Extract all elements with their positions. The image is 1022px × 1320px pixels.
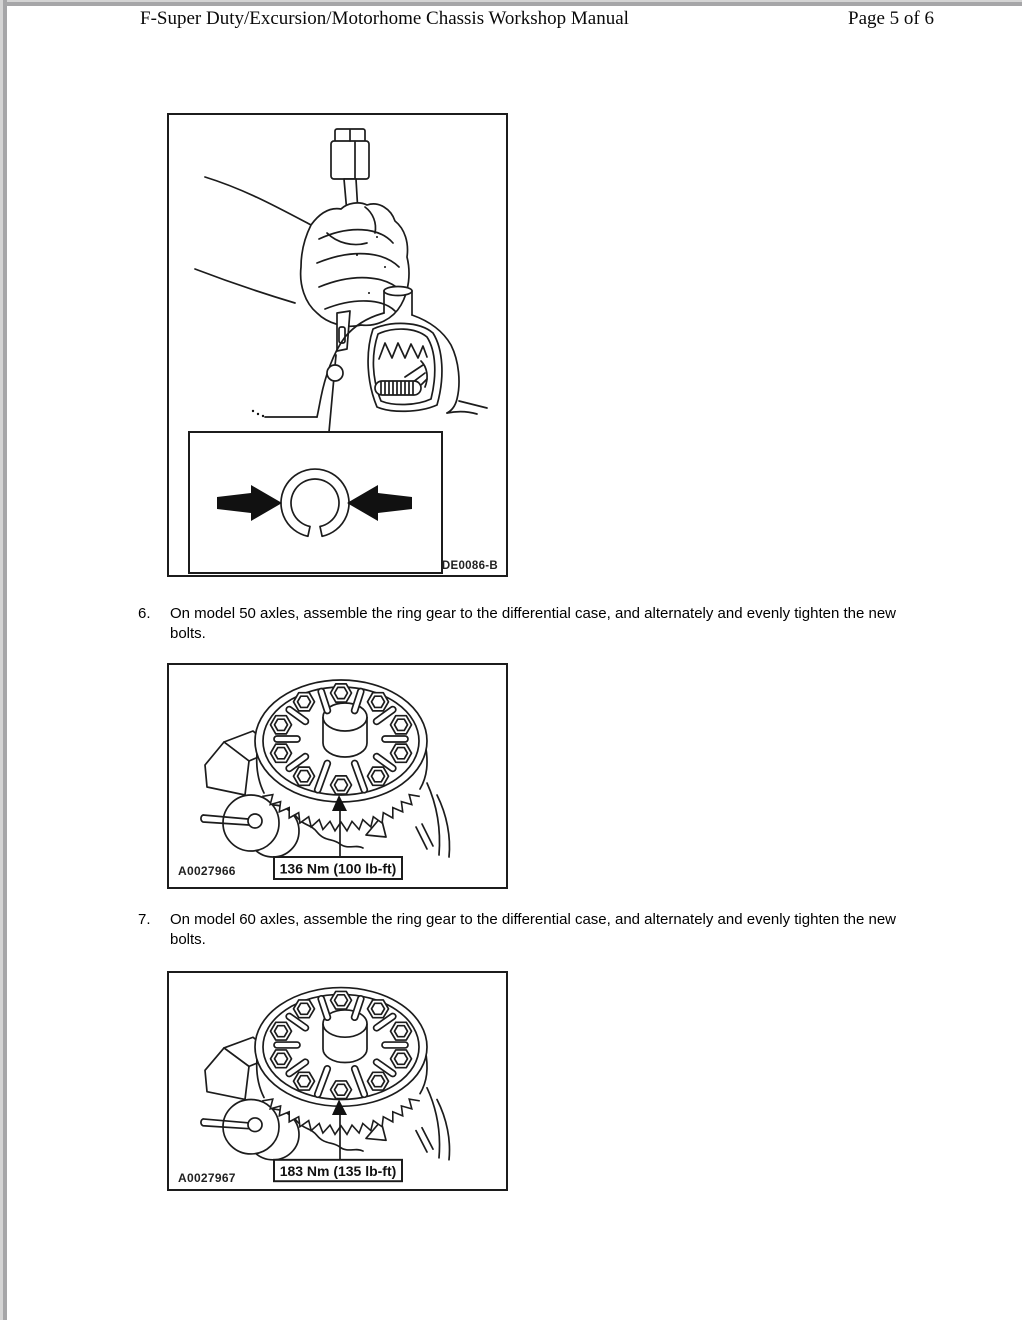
page-left-edge: [0, 0, 7, 1320]
page-top-edge: [0, 0, 1022, 6]
figure-reference-code: A0027967: [178, 1171, 236, 1185]
figure-reference-code: A0027966: [178, 864, 236, 878]
header-title: F-Super Duty/Excursion/Motorhome Chassis Workshop Manual: [140, 8, 629, 29]
ring-gear-illustration: [169, 665, 506, 887]
step-6-text: On model 50 axles, assemble the ring gear to the differential case, and alternately and evenly tighten the new bolts.: [170, 605, 897, 642]
torque-value: 136 Nm (100 lb-ft): [279, 860, 397, 877]
figure-reference-code: DE0086-B: [441, 560, 498, 572]
snap-ring-install-illustration: [169, 115, 506, 575]
step-6-number: 6.: [138, 605, 151, 622]
ring-gear-illustration: [169, 973, 506, 1189]
figure-ring-gear-torque-model60: [167, 971, 508, 1191]
step-7-text: On model 60 axles, assemble the ring gear to the differential case, and alternately and evenly tighten the new bolts.: [170, 911, 897, 948]
figure-ring-gear-torque-model50: [167, 663, 508, 889]
step-7-number: 7.: [138, 911, 151, 928]
figure-snap-ring-install: [167, 113, 508, 577]
torque-value: 183 Nm (135 lb-ft): [279, 1163, 397, 1179]
header-page-indicator: Page 5 of 6: [848, 8, 935, 29]
